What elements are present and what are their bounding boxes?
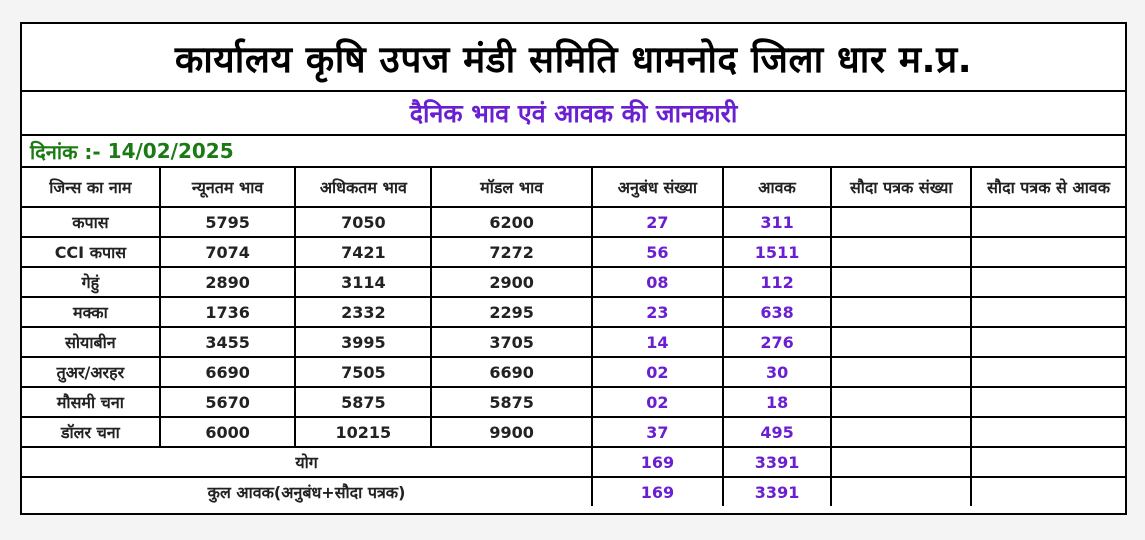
max-price: 7050 (295, 207, 431, 237)
commodity-name: कपास (22, 207, 160, 237)
deal-count (831, 387, 971, 417)
deal-count (831, 267, 971, 297)
header-arrival: आवक (723, 168, 832, 207)
total-deal-count (831, 447, 971, 477)
model-price: 2900 (431, 267, 592, 297)
grand-total-deal-count (831, 477, 971, 506)
arrival: 112 (723, 267, 832, 297)
arrival: 276 (723, 327, 832, 357)
mandi-price-sheet (20, 22, 1127, 515)
contract-count: 02 (592, 387, 723, 417)
contract-count: 27 (592, 207, 723, 237)
arrival: 311 (723, 207, 832, 237)
max-price: 3995 (295, 327, 431, 357)
deal-arrival (971, 387, 1125, 417)
table-row (22, 387, 1125, 417)
min-price: 5795 (160, 207, 296, 237)
max-price: 7505 (295, 357, 431, 387)
deal-arrival (971, 417, 1125, 447)
table-row (22, 297, 1125, 327)
date-line (22, 136, 1125, 168)
header-commodity: जिन्स का नाम (22, 168, 160, 207)
table-row (22, 327, 1125, 357)
min-price: 3455 (160, 327, 296, 357)
model-price: 3705 (431, 327, 592, 357)
grand-total-label: कुल आवक(अनुबंध+सौदा पत्रक) (22, 477, 592, 506)
max-price: 2332 (295, 297, 431, 327)
commodity-name: मक्का (22, 297, 160, 327)
total-deal-arrival (971, 447, 1125, 477)
deal-count (831, 357, 971, 387)
grand-total-contracts: 169 (592, 477, 723, 506)
grand-total-row (22, 477, 1125, 506)
deal-count (831, 237, 971, 267)
header-max-price: अधिकतम भाव (295, 168, 431, 207)
total-arrival: 3391 (723, 447, 832, 477)
max-price: 10215 (295, 417, 431, 447)
deal-count (831, 207, 971, 237)
model-price: 9900 (431, 417, 592, 447)
model-price: 2295 (431, 297, 592, 327)
model-price: 6690 (431, 357, 592, 387)
min-price: 2890 (160, 267, 296, 297)
table-row (22, 357, 1125, 387)
deal-arrival (971, 327, 1125, 357)
min-price: 6690 (160, 357, 296, 387)
deal-arrival (971, 297, 1125, 327)
header-deal-arrival: सौदा पत्रक से आवक (971, 168, 1125, 207)
table-header-row (22, 168, 1125, 207)
min-price: 5670 (160, 387, 296, 417)
office-title: कार्यालय कृषि उपज मंडी समिति धामनोद जिला धार म.प्र. (22, 24, 1125, 92)
commodity-name: सोयाबीन (22, 327, 160, 357)
contract-count: 02 (592, 357, 723, 387)
table-row (22, 417, 1125, 447)
deal-count (831, 417, 971, 447)
date-value: 14/02/2025 (107, 139, 234, 163)
arrival: 30 (723, 357, 832, 387)
commodity-name: गेहुं (22, 267, 160, 297)
arrival: 18 (723, 387, 832, 417)
max-price: 5875 (295, 387, 431, 417)
commodity-name: CCI कपास (22, 237, 160, 267)
max-price: 7421 (295, 237, 431, 267)
grand-total-arrival: 3391 (723, 477, 832, 506)
arrival: 1511 (723, 237, 832, 267)
total-contracts: 169 (592, 447, 723, 477)
deal-arrival (971, 207, 1125, 237)
max-price: 3114 (295, 267, 431, 297)
table-row (22, 207, 1125, 237)
header-contract-count: अनुबंध संख्या (592, 168, 723, 207)
header-min-price: न्यूनतम भाव (160, 168, 296, 207)
deal-count (831, 327, 971, 357)
deal-arrival (971, 267, 1125, 297)
deal-arrival (971, 357, 1125, 387)
contract-count: 08 (592, 267, 723, 297)
price-table (22, 168, 1125, 506)
arrival: 495 (723, 417, 832, 447)
commodity-name: मौसमी चना (22, 387, 160, 417)
date-label: दिनांक :- (30, 139, 108, 164)
table-row (22, 267, 1125, 297)
total-row (22, 447, 1125, 477)
model-price: 7272 (431, 237, 592, 267)
total-label: योग (22, 447, 592, 477)
arrival: 638 (723, 297, 832, 327)
contract-count: 23 (592, 297, 723, 327)
header-model-price: मॉडल भाव (431, 168, 592, 207)
commodity-name: डॉलर चना (22, 417, 160, 447)
min-price: 6000 (160, 417, 296, 447)
deal-count (831, 297, 971, 327)
contract-count: 56 (592, 237, 723, 267)
header-deal-count: सौदा पत्रक संख्या (831, 168, 971, 207)
commodity-name: तुअर/अरहर (22, 357, 160, 387)
min-price: 7074 (160, 237, 296, 267)
contract-count: 14 (592, 327, 723, 357)
contract-count: 37 (592, 417, 723, 447)
model-price: 6200 (431, 207, 592, 237)
deal-arrival (971, 237, 1125, 267)
report-subtitle: दैनिक भाव एवं आवक की जानकारी (22, 92, 1125, 136)
table-row (22, 237, 1125, 267)
min-price: 1736 (160, 297, 296, 327)
model-price: 5875 (431, 387, 592, 417)
grand-total-deal-arrival (971, 477, 1125, 506)
